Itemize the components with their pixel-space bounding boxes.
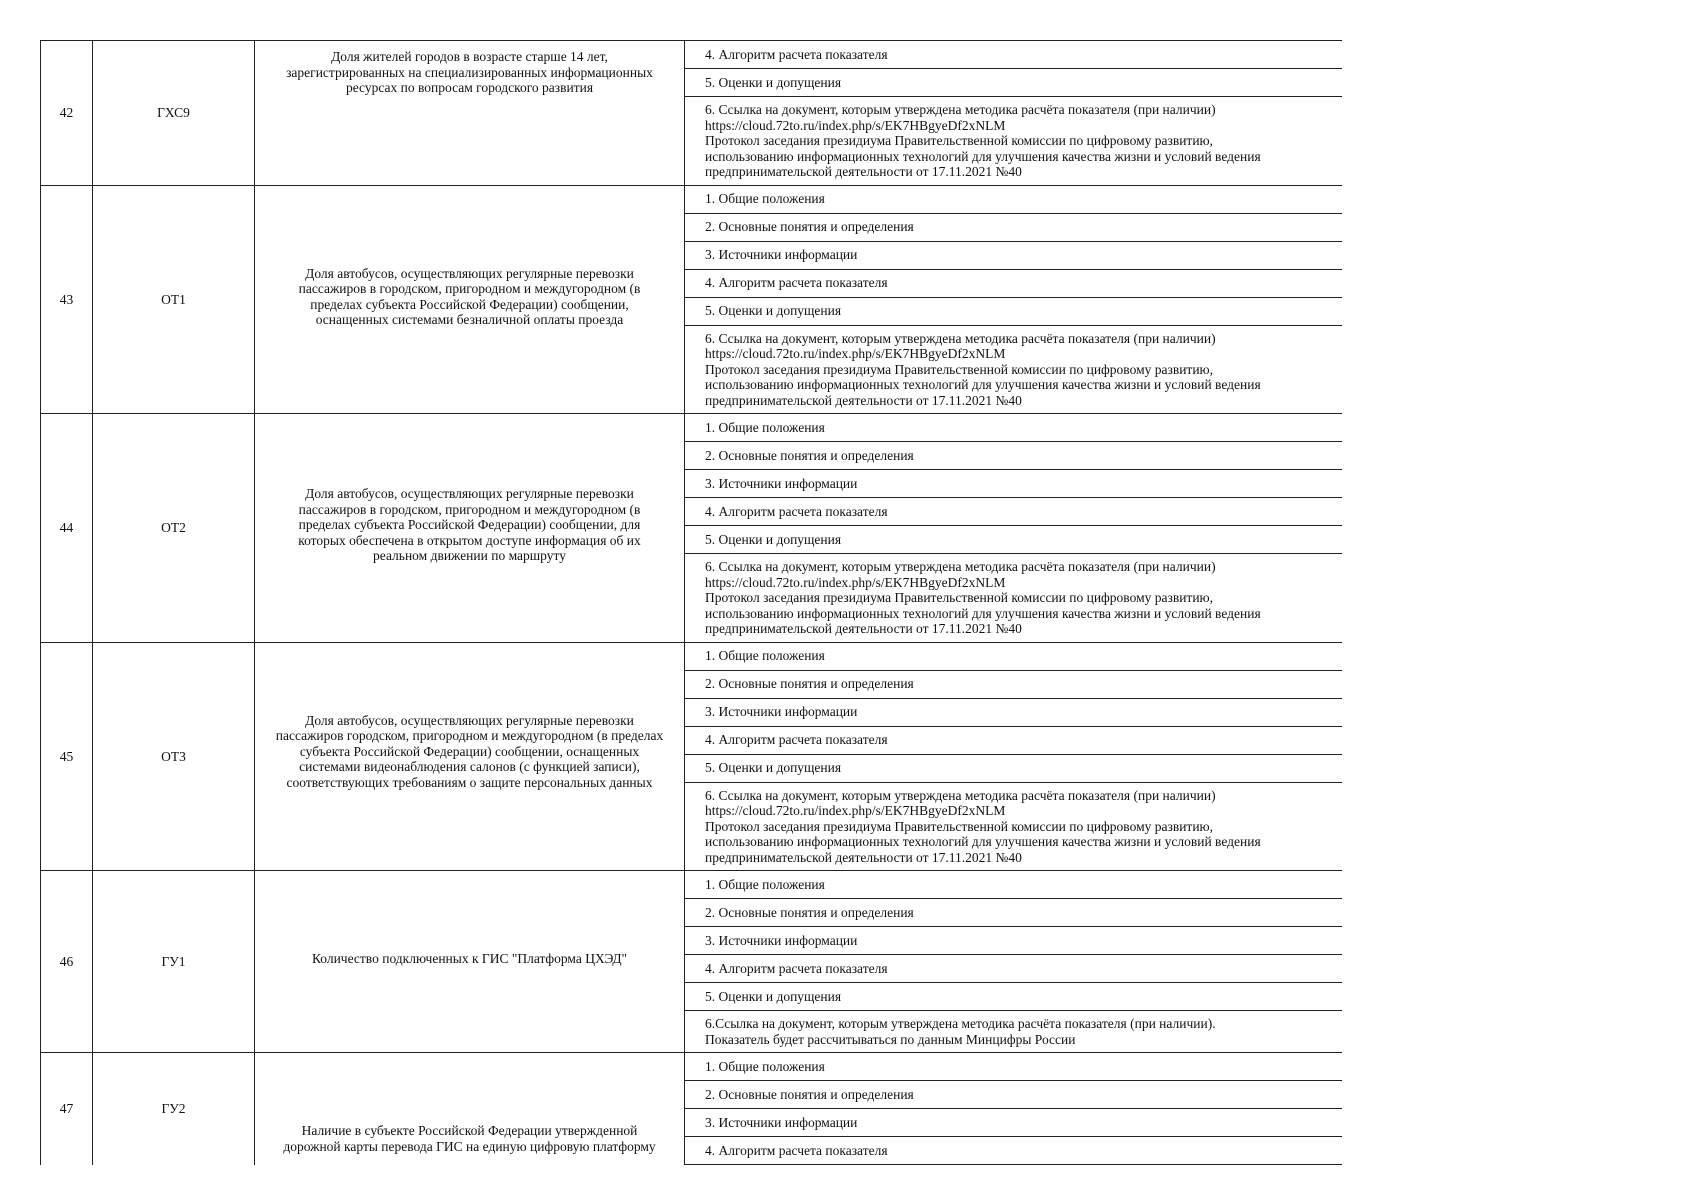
methodology-section-line: 5. Оценки и допущения bbox=[705, 531, 842, 547]
methodology-section bbox=[685, 899, 1343, 927]
methodology-section-line: Протокол заседания президиума Правительственной комиссии по цифровому развитию, bbox=[705, 133, 1214, 148]
methodology-section bbox=[685, 554, 1343, 643]
methodology-section bbox=[685, 955, 1343, 983]
methodology-section-line: предпринимательской деятельности от 17.11.2021 №40 bbox=[705, 621, 1022, 636]
methodology-section bbox=[685, 325, 1343, 414]
methodology-section bbox=[685, 442, 1343, 470]
indicator-code: ОТ3 bbox=[93, 642, 255, 871]
indicator-table bbox=[40, 40, 1342, 1165]
indicator-title bbox=[255, 41, 685, 186]
table-row bbox=[41, 185, 1343, 213]
indicator-title bbox=[255, 871, 685, 1053]
methodology-section-line: 2. Основные понятия и определения bbox=[705, 447, 914, 463]
indicator-title-line: реальном движении по маршруту bbox=[373, 548, 566, 563]
methodology-section bbox=[685, 726, 1343, 754]
methodology-section-line: 6.Ссылка на документ, которым утверждена методика расчёта показателя (при наличии). bbox=[705, 1016, 1216, 1031]
methodology-section-line: Протокол заседания президиума Правительственной комиссии по цифровому развитию, bbox=[705, 590, 1214, 605]
methodology-section-line: 3. Источники информации bbox=[705, 704, 858, 720]
methodology-section bbox=[685, 670, 1343, 698]
row-number: 42 bbox=[41, 41, 93, 186]
methodology-section-line: https://cloud.72to.ru/index.php/s/EK7HBgyeDf2xNLM bbox=[705, 117, 1006, 133]
methodology-section-line: https://cloud.72to.ru/index.php/s/EK7HBgyeDf2xNLM bbox=[705, 803, 1006, 818]
methodology-section-line: 6. Ссылка на документ, которым утверждена методика расчёта показателя (при наличии) bbox=[705, 102, 1216, 117]
table-row bbox=[41, 642, 1343, 670]
methodology-section-line: предпринимательской деятельности от 17.11.2021 №40 bbox=[705, 392, 1022, 408]
indicator-title-line: дорожной карты перевода ГИС на единую цифровую платформу bbox=[283, 1138, 656, 1154]
methodology-section-line: использованию информационных технологий для улучшения качества жизни и условий ведения bbox=[705, 605, 1261, 621]
indicator-code: ОТ1 bbox=[93, 185, 255, 414]
methodology-section-line: предпринимательской деятельности от 17.11.2021 №40 bbox=[705, 164, 1022, 179]
methodology-section-line: 6. Ссылка на документ, которым утверждена методика расчёта показателя (при наличии) bbox=[705, 559, 1216, 574]
methodology-section bbox=[685, 414, 1343, 442]
indicator-title bbox=[255, 1053, 685, 1165]
methodology-section-line: 1. Общие положения bbox=[705, 876, 825, 892]
methodology-section bbox=[685, 498, 1343, 526]
methodology-section-line: 5. Оценки и допущения bbox=[705, 988, 842, 1004]
methodology-section-line: 4. Алгоритм расчета показателя bbox=[705, 275, 888, 291]
methodology-section bbox=[685, 41, 1343, 69]
row-number: 44 bbox=[41, 414, 93, 643]
methodology-section bbox=[685, 241, 1343, 269]
table-row bbox=[41, 1053, 1343, 1081]
indicator-code: ГХС9 bbox=[93, 41, 255, 186]
table-row bbox=[41, 414, 1343, 442]
methodology-section-line: 2. Основные понятия и определения bbox=[705, 904, 914, 920]
methodology-section-line: использованию информационных технологий для улучшения качества жизни и условий ведения bbox=[705, 834, 1261, 849]
indicator-code: ГУ2 bbox=[93, 1053, 255, 1165]
methodology-section bbox=[685, 754, 1343, 782]
methodology-section bbox=[685, 69, 1343, 97]
indicator-title-line: пассажиров городском, пригородном и междугородном (в пределах bbox=[275, 728, 664, 743]
methodology-section-line: 3. Источники информации bbox=[705, 247, 858, 263]
methodology-section bbox=[685, 1053, 1343, 1081]
indicator-title-line: пределах субъекта Российской Федерации) сообщении, bbox=[310, 296, 629, 312]
indicator-code: ГУ1 bbox=[93, 871, 255, 1053]
methodology-section-line: 1. Общие положения bbox=[705, 1058, 825, 1074]
indicator-title-line: субъекта Российской Федерации) сообщении, оснащенных bbox=[299, 743, 640, 759]
methodology-section-line: 4. Алгоритм расчета показателя bbox=[705, 960, 888, 976]
indicator-title-line: Доля автобусов, осуществляющих регулярные перевозки bbox=[305, 712, 634, 728]
methodology-section-line: 1. Общие положения bbox=[705, 191, 825, 207]
methodology-section bbox=[685, 1011, 1343, 1053]
methodology-section-line: 1. Общие положения bbox=[705, 648, 825, 664]
methodology-section-line: Протокол заседания президиума Правительственной комиссии по цифровому развитию, bbox=[705, 818, 1214, 834]
indicator-title-line: пассажиров в городском, пригородном и междугородном (в bbox=[298, 281, 641, 296]
row-number: 43 bbox=[41, 185, 93, 414]
row-number: 45 bbox=[41, 642, 93, 871]
methodology-section bbox=[685, 470, 1343, 498]
methodology-section bbox=[685, 983, 1343, 1011]
methodology-section-line: 2. Основные понятия и определения bbox=[705, 1086, 914, 1102]
indicator-title-line: пределах субъекта Российской Федерации) сообщении, для bbox=[298, 517, 641, 532]
methodology-section-line: Показатель будет рассчитываться по данным Минцифры России bbox=[705, 1031, 1076, 1047]
methodology-section bbox=[685, 1081, 1343, 1109]
indicator-code: ОТ2 bbox=[93, 414, 255, 643]
methodology-section-line: 5. Оценки и допущения bbox=[705, 74, 842, 90]
methodology-section bbox=[685, 782, 1343, 871]
methodology-section-line: https://cloud.72to.ru/index.php/s/EK7HBgyeDf2xNLM bbox=[705, 574, 1006, 590]
methodology-section-line: 4. Алгоритм расчета показателя bbox=[705, 503, 888, 519]
methodology-section-line: 1. Общие положения bbox=[705, 419, 825, 435]
methodology-section-line: предпринимательской деятельности от 17.11.2021 №40 bbox=[705, 849, 1022, 865]
methodology-section bbox=[685, 1137, 1343, 1165]
indicator-title-line: соответствующих требованиям о защите персональных данных bbox=[286, 774, 653, 790]
methodology-section-line: 4. Алгоритм расчета показателя bbox=[705, 732, 888, 748]
methodology-section-line: 6. Ссылка на документ, которым утверждена методика расчёта показателя (при наличии) bbox=[705, 330, 1216, 346]
indicator-table-body bbox=[41, 41, 1343, 1165]
indicator-title-line: системами видеонаблюдения салонов (с функцией записи), bbox=[299, 759, 640, 774]
methodology-section-line: 2. Основные понятия и определения bbox=[705, 676, 914, 692]
indicator-title-line: которых обеспечена в открытом доступе информация об их bbox=[298, 532, 641, 548]
methodology-section bbox=[685, 698, 1343, 726]
methodology-section-line: 2. Основные понятия и определения bbox=[705, 219, 914, 235]
methodology-section bbox=[685, 871, 1343, 899]
methodology-section-line: использованию информационных технологий для улучшения качества жизни и условий ведения bbox=[705, 148, 1261, 164]
methodology-section-line: 3. Источники информации bbox=[705, 475, 858, 491]
methodology-section bbox=[685, 297, 1343, 325]
indicator-title-line: Количество подключенных к ГИС "Платформа ЦХЭД" bbox=[311, 951, 628, 966]
methodology-section-line: 4. Алгоритм расчета показателя bbox=[705, 1142, 888, 1158]
indicator-title bbox=[255, 414, 685, 643]
row-number: 46 bbox=[41, 871, 93, 1053]
indicator-title-line: оснащенных системами безналичной оплаты проезда bbox=[315, 312, 624, 327]
methodology-section-line: 5. Оценки и допущения bbox=[705, 760, 842, 776]
indicator-title-line: Доля автобусов, осуществляющих регулярные перевозки bbox=[305, 486, 634, 501]
methodology-section bbox=[685, 526, 1343, 554]
table-row bbox=[41, 41, 1343, 69]
methodology-section bbox=[685, 185, 1343, 213]
methodology-section bbox=[685, 97, 1343, 186]
methodology-section bbox=[685, 213, 1343, 241]
indicator-title-line: Доля жителей городов в возрасте старше 14 лет, bbox=[331, 49, 608, 64]
methodology-section-line: использованию информационных технологий для улучшения качества жизни и условий ведения bbox=[705, 377, 1261, 392]
indicator-title-line: ресурсах по вопросам городского развития bbox=[345, 80, 594, 95]
indicator-title-line: пассажиров в городском, пригородном и междугородном (в bbox=[298, 501, 641, 517]
methodology-section-line: Протокол заседания президиума Правительственной комиссии по цифровому развитию, bbox=[705, 361, 1214, 377]
indicator-title bbox=[255, 185, 685, 414]
document-page bbox=[40, 40, 1342, 1176]
methodology-section bbox=[685, 1109, 1343, 1137]
methodology-section bbox=[685, 269, 1343, 297]
table-row bbox=[41, 871, 1343, 899]
indicator-title-line: Доля автобусов, осуществляющих регулярные перевозки bbox=[305, 265, 634, 281]
indicator-title-line: зарегистрированных на специализированных информационных bbox=[286, 64, 653, 80]
indicator-title bbox=[255, 642, 685, 871]
methodology-section-line: 5. Оценки и допущения bbox=[705, 303, 842, 319]
methodology-section bbox=[685, 927, 1343, 955]
methodology-section-line: 4. Алгоритм расчета показателя bbox=[705, 46, 888, 62]
methodology-section-line: https://cloud.72to.ru/index.php/s/EK7HBgyeDf2xNLM bbox=[705, 346, 1006, 361]
indicator-title-line: Наличие в субъекте Российской Федерации утвержденной bbox=[301, 1123, 638, 1138]
methodology-section bbox=[685, 642, 1343, 670]
methodology-section-line: 3. Источники информации bbox=[705, 932, 858, 948]
row-number: 47 bbox=[41, 1053, 93, 1165]
methodology-section-line: 3. Источники информации bbox=[705, 1114, 858, 1130]
methodology-section-line: 6. Ссылка на документ, которым утверждена методика расчёта показателя (при наличии) bbox=[705, 787, 1216, 803]
